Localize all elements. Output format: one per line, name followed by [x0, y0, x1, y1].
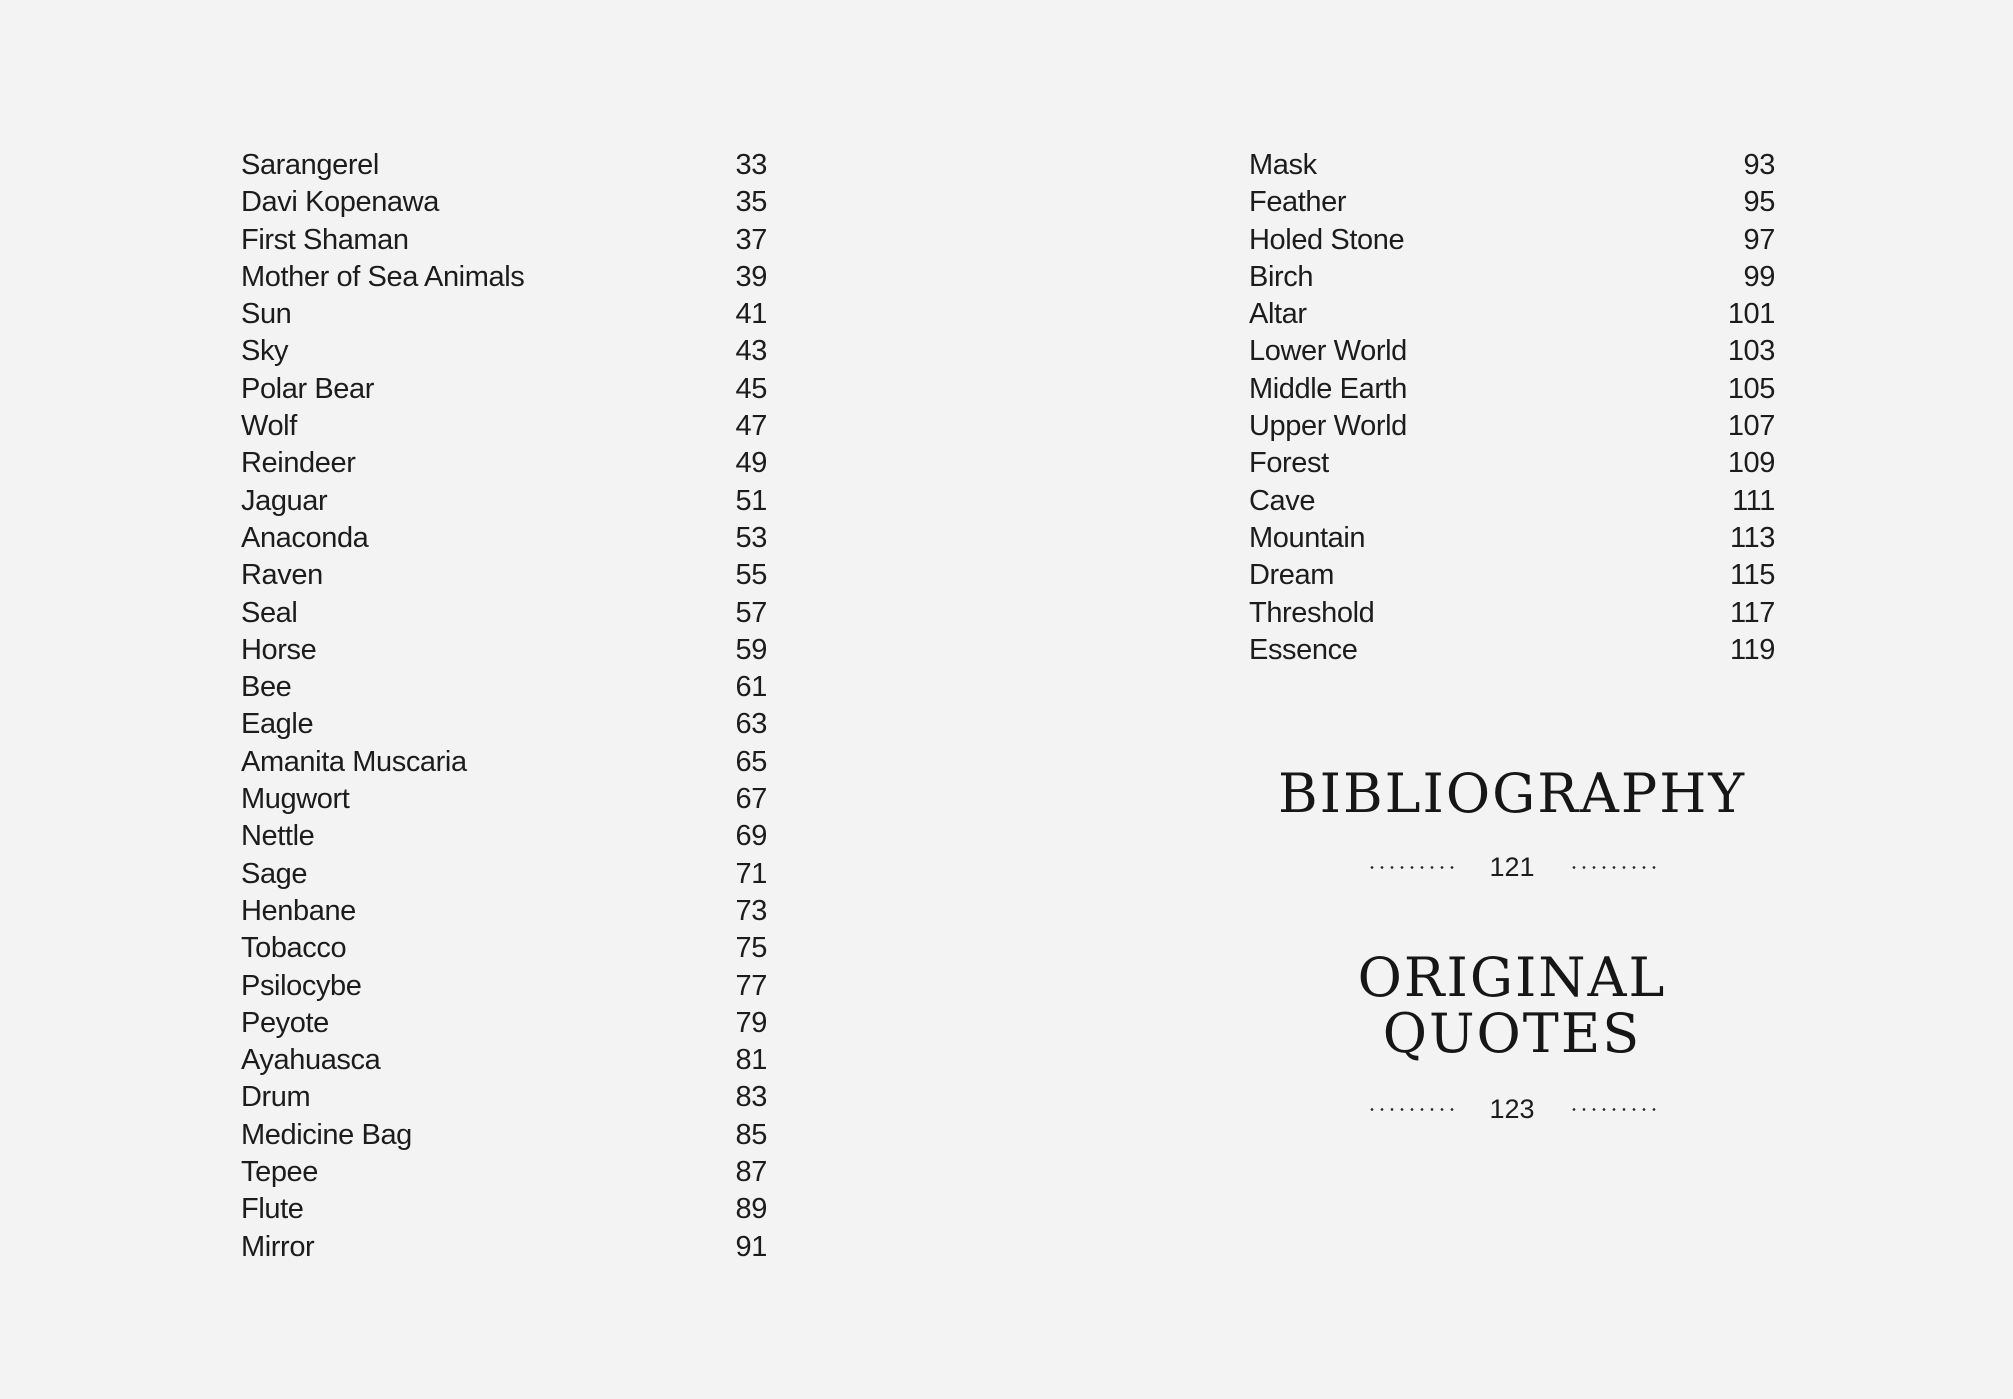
toc-entry-page: 53	[735, 521, 767, 554]
toc-entry	[241, 333, 767, 370]
dotted-leader-left	[1367, 1108, 1455, 1111]
toc-entry-page: 81	[735, 1044, 767, 1077]
toc-entry-page: 67	[735, 783, 767, 816]
toc-entry-page: 69	[735, 820, 767, 853]
toc-entry-title: Feather	[1249, 186, 1347, 219]
toc-entry	[241, 445, 767, 482]
toc-entry-page: 119	[1729, 633, 1775, 666]
toc-entry	[241, 1079, 767, 1116]
toc-entry-title: Ayahuasca	[241, 1044, 381, 1077]
toc-entry-title: Nettle	[241, 820, 315, 853]
toc-entry	[241, 893, 767, 930]
toc-entry-title: Seal	[241, 596, 298, 629]
toc-entry	[1249, 184, 1775, 221]
toc-entry-page: 55	[735, 559, 767, 592]
toc-entry	[241, 818, 767, 855]
toc-entry-title: Middle Earth	[1249, 372, 1407, 405]
toc-entry-page: 43	[735, 335, 767, 368]
toc-entry	[1249, 147, 1775, 184]
toc-entry-page: 117	[1729, 596, 1775, 629]
toc-entry-title: Sarangerel	[241, 149, 379, 181]
toc-entry-page: 63	[735, 708, 767, 741]
toc-entry	[1249, 259, 1775, 296]
toc-entry-title: Mugwort	[241, 783, 350, 816]
toc-entry-title: Birch	[1249, 260, 1314, 293]
toc-entry-title: Drum	[241, 1081, 311, 1114]
toc-entry	[241, 557, 767, 594]
toc-entry-title: Threshold	[1249, 596, 1375, 629]
toc-entry-title: Holed Stone	[1249, 223, 1405, 256]
bibliography-section	[1249, 762, 1775, 883]
toc-entry	[241, 781, 767, 818]
dotted-leader-right	[1569, 866, 1657, 869]
original-quotes-page-row	[1249, 1094, 1775, 1125]
toc-entry	[241, 520, 767, 557]
toc-entry-title: Bee	[241, 671, 292, 704]
toc-entry-title: Davi Kopenawa	[241, 186, 439, 219]
toc-entry-title: Tobacco	[241, 932, 347, 965]
toc-entry	[1249, 557, 1775, 594]
toc-entry-title: Jaguar	[241, 484, 328, 517]
bibliography-page-row	[1249, 852, 1775, 883]
toc-entry-title: Mother of Sea Animals	[241, 260, 525, 293]
toc-entry-page: 113	[1729, 521, 1775, 554]
toc-entry	[1249, 333, 1775, 370]
toc-entry-title: Essence	[1249, 633, 1358, 666]
toc-entry	[1249, 222, 1775, 259]
toc-entry-title: First Shaman	[241, 223, 409, 256]
toc-entry-title: Psilocybe	[241, 969, 362, 1002]
toc-entry-page: 37	[735, 223, 767, 256]
toc-entry-title: Upper World	[1249, 410, 1407, 443]
toc-entry	[241, 968, 767, 1005]
toc-entry	[241, 1154, 767, 1191]
toc-entry-title: Eagle	[241, 708, 314, 741]
toc-entry-page: 93	[1743, 149, 1775, 181]
toc-entry	[241, 632, 767, 669]
toc-entry-page: 99	[1743, 260, 1775, 293]
toc-entry-page: 89	[735, 1193, 767, 1226]
toc-entry-page: 101	[1727, 298, 1775, 331]
toc-entry-title: Tepee	[241, 1156, 319, 1189]
toc-entry	[241, 744, 767, 781]
bibliography-page-number: 121	[1489, 852, 1535, 883]
toc-entry	[241, 259, 767, 296]
toc-entry-page: 105	[1727, 372, 1775, 405]
toc-entry	[241, 408, 767, 445]
toc-entry-title: Altar	[1249, 298, 1307, 331]
toc-entry-page: 111	[1732, 484, 1775, 517]
toc-entry	[241, 706, 767, 743]
original-quotes-page-number: 123	[1489, 1094, 1535, 1125]
toc-entry	[241, 1191, 767, 1228]
toc-entry-page: 97	[1743, 223, 1775, 256]
toc-entry-page: 33	[735, 149, 767, 181]
dotted-leader-left	[1367, 866, 1455, 869]
toc-entry	[241, 147, 767, 184]
toc-entry	[241, 1005, 767, 1042]
toc-entry-page: 41	[735, 298, 767, 331]
toc-entry-page: 51	[735, 484, 767, 517]
toc-entry-title: Sky	[241, 335, 289, 368]
original-quotes-section	[1249, 946, 1775, 1125]
toc-entry	[241, 184, 767, 221]
toc-entry	[241, 930, 767, 967]
toc-entry	[241, 669, 767, 706]
toc-entry-title: Medicine Bag	[241, 1118, 412, 1151]
toc-entry-page: 75	[735, 932, 767, 965]
toc-entry-page: 83	[735, 1081, 767, 1114]
toc-entry	[1249, 595, 1775, 632]
toc-entry-page: 57	[735, 596, 767, 629]
toc-entry-title: Forest	[1249, 447, 1329, 480]
toc-entry-title: Sun	[241, 298, 292, 331]
toc-entry-title: Wolf	[241, 410, 297, 443]
toc-entry-page: 115	[1729, 559, 1775, 592]
toc-entry	[241, 483, 767, 520]
toc-entry-page: 49	[735, 447, 767, 480]
toc-entry-title: Cave	[1249, 484, 1316, 517]
dotted-leader-right	[1569, 1108, 1657, 1111]
toc-entry-page: 109	[1727, 447, 1775, 480]
toc-entry	[241, 1042, 767, 1079]
toc-column-left	[241, 147, 767, 1266]
toc-entry-title: Polar Bear	[241, 372, 375, 405]
toc-entry-title: Mountain	[1249, 521, 1366, 554]
toc-entry	[241, 371, 767, 408]
toc-entry-page: 103	[1727, 335, 1775, 368]
toc-entry-page: 95	[1743, 186, 1775, 219]
toc-entry-page: 39	[735, 260, 767, 293]
original-quotes-title-line1: ORIGINAL	[1357, 946, 1667, 1009]
toc-entry	[1249, 632, 1775, 669]
toc-entry-page: 47	[735, 410, 767, 443]
toc-entry-title: Reindeer	[241, 447, 356, 480]
toc-entry	[241, 856, 767, 893]
toc-entry-page: 59	[735, 633, 767, 666]
toc-entry-title: Anaconda	[241, 521, 369, 554]
toc-entry-title: Mirror	[241, 1230, 315, 1263]
toc-entry-title: Lower World	[1249, 335, 1407, 368]
toc-entry	[241, 1117, 767, 1154]
toc-entry	[241, 296, 767, 333]
toc-entry-page: 85	[735, 1118, 767, 1151]
toc-entry	[241, 1229, 767, 1266]
toc-entry-title: Dream	[1249, 559, 1335, 592]
toc-entry-page: 87	[735, 1156, 767, 1189]
toc-entry-title: Amanita Muscaria	[241, 745, 467, 778]
toc-entry-title: Mask	[1249, 149, 1317, 181]
toc-entry-page: 65	[735, 745, 767, 778]
toc-entry	[1249, 296, 1775, 333]
original-quotes-title-line2: QUOTES	[1382, 1002, 1642, 1066]
toc-entry-page: 73	[735, 894, 767, 927]
toc-entry	[241, 222, 767, 259]
toc-column-right	[1249, 147, 1775, 669]
toc-entry-page: 91	[735, 1230, 767, 1263]
toc-entry-title: Sage	[241, 857, 308, 890]
bibliography-title: BIBLIOGRAPHY	[1277, 762, 1747, 825]
toc-entry	[1249, 408, 1775, 445]
toc-entry	[241, 595, 767, 632]
toc-entry-page: 61	[735, 671, 767, 704]
toc-entry-page: 79	[735, 1006, 767, 1039]
toc-entry-title: Peyote	[241, 1006, 329, 1039]
toc-entry	[1249, 371, 1775, 408]
toc-entry	[1249, 520, 1775, 557]
toc-entry-title: Horse	[241, 633, 317, 666]
toc-entry-page: 77	[735, 969, 767, 1002]
original-quotes-title	[1249, 946, 1775, 1066]
toc-entry-page: 35	[735, 186, 767, 219]
toc-entry	[1249, 445, 1775, 482]
toc-entry-title: Raven	[241, 559, 323, 592]
toc-entry-title: Henbane	[241, 894, 356, 927]
toc-entry	[1249, 483, 1775, 520]
toc-entry-page: 71	[735, 857, 767, 890]
toc-entry-page: 107	[1727, 410, 1775, 443]
toc-entry-page: 45	[735, 372, 767, 405]
toc-entry-title: Flute	[241, 1193, 304, 1226]
